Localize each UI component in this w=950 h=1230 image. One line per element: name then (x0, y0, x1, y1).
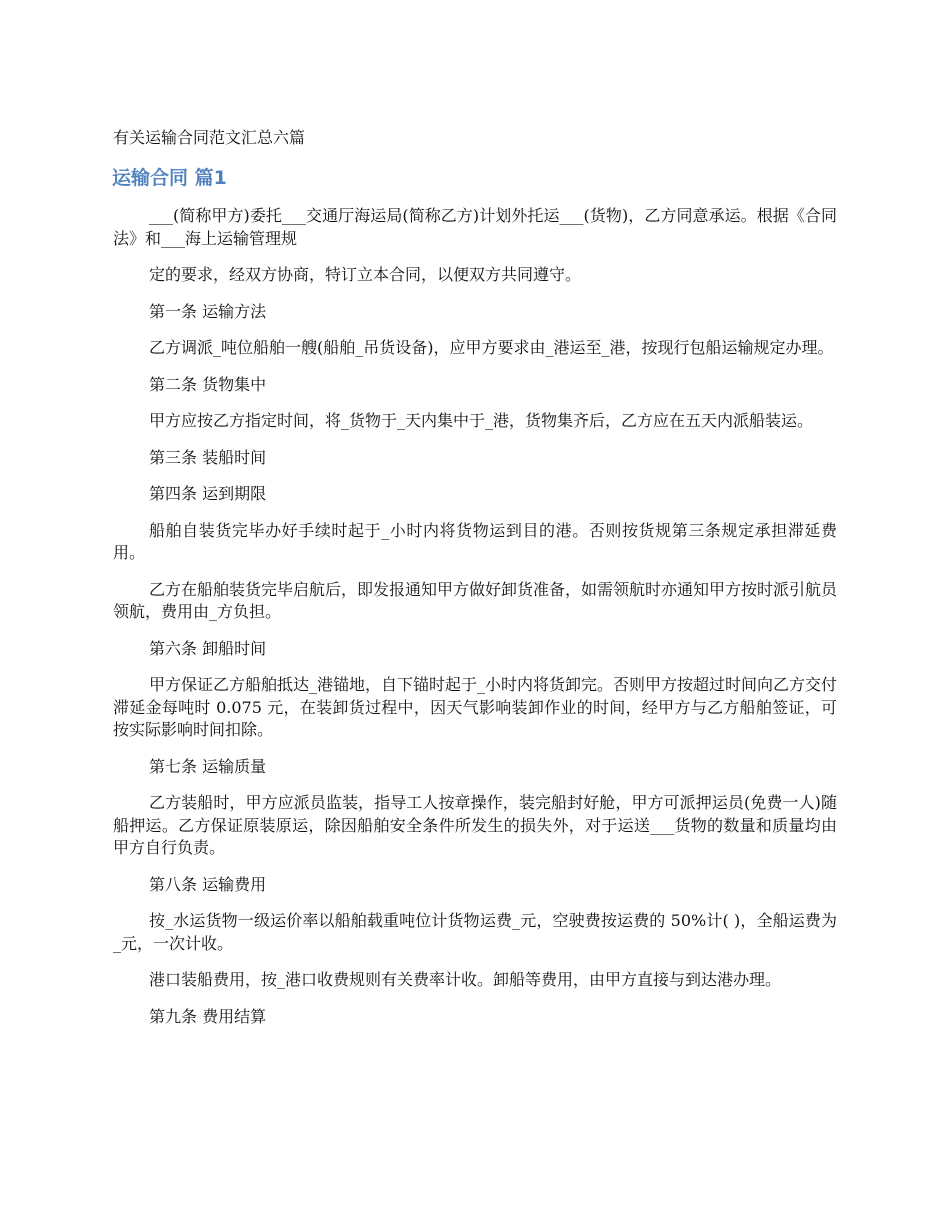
document-body (113, 205, 837, 1042)
article-heading: 第六条 卸船时间 (149, 638, 267, 658)
paragraph: 港口装船费用，按_港口收费规则有关费率计收。卸船等费用，由甲方直接与到达港办理。 (149, 970, 782, 989)
paragraph: 乙方装船时，甲方应派员监装，指导工人按章操作，装完船封好舱，甲方可派押运员(免费一人)随船押运。乙方保证原装原运，除因船舶安全条件所发生的损失外，对于运送___货物的数量和质量均由甲方自行负责。 (113, 793, 837, 857)
paragraph: 甲方应按乙方指定时间，将_货物于_天内集中于_港，货物集齐后，乙方应在五天内派船装运。 (149, 411, 814, 430)
document-title: 有关运输合同范文汇总六篇 (113, 128, 306, 147)
article-heading: 第三条 装船时间 (149, 447, 267, 467)
paragraph: 甲方保证乙方船舶抵达_港锚地，自下锚时起于_小时内将货卸完。否则甲方按超过时间向乙方交付滞延金每吨时 0.075 元，在装卸货过程中，因天气影响装卸作业的时间，经甲方与乙方船舶签证，可按实际影响时间扣除。 (113, 675, 838, 739)
section-heading: 运输合同 篇1 (112, 167, 227, 189)
article-heading: 第二条 货物集中 (149, 374, 267, 394)
paragraph: 船舶自装货完毕办好手续时起于_小时内将货物运到目的港。否则按货规第三条规定承担滞延费用。 (113, 520, 837, 562)
paragraph: 乙方在船舶装货完毕启航后，即发报通知甲方做好卸货准备，如需领航时亦通知甲方按时派引航员领航，费用由_方负担。 (113, 579, 838, 621)
article-heading: 第九条 费用结算 (149, 1006, 267, 1026)
article-heading: 第七条 运输质量 (149, 756, 267, 776)
paragraph: 按_水运货物一级运价率以船舶载重吨位计货物运费_元，空驶费按运费的 50%计( )，全船运费为_元，一次计收。 (113, 911, 837, 953)
article-heading: 第一条 运输方法 (149, 301, 267, 321)
paragraph: 乙方调派_吨位船舶一艘(船舶_吊货设备)，应甲方要求由_港运至_港，按现行包船运输规定办理。 (149, 338, 834, 357)
paragraph: 定的要求，经双方协商，特订立本合同，以便双方共同遵守。 (149, 265, 582, 284)
article-heading: 第四条 运到期限 (149, 484, 267, 503)
paragraph: ___(简称甲方)委托___交通厅海运局(简称乙方)计划外托运___(货物)，乙方同意承运。根据《合同法》和___海上运输管理规 (113, 206, 837, 248)
article-heading: 第八条 运输费用 (149, 874, 267, 894)
